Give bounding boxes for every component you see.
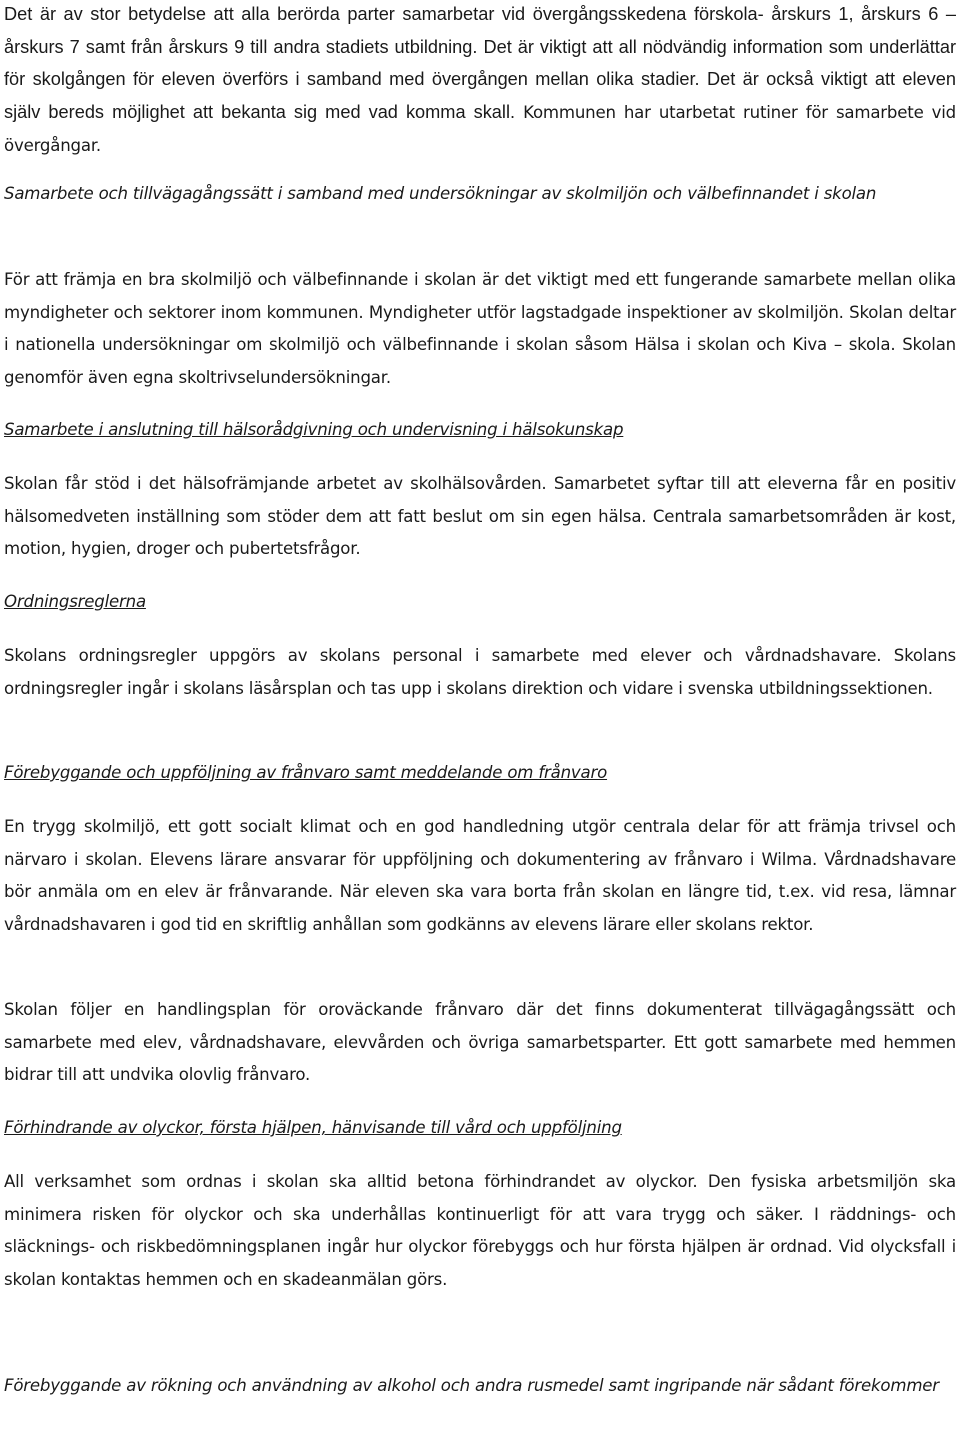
section-heading-substances: Förebyggande av rökning och användning av alkohol och andra rusmedel samt ingripande när sådant förekommer xyxy=(4,1376,939,1395)
intro-paragraph xyxy=(4,0,956,163)
intro-text-routines: Kommunen har utarbetat rutiner för samarbete vid övergångar. xyxy=(4,102,957,155)
section-heading-school-environment: Samarbete och tillvägagångssätt i samband med undersökningar av skolmiljön och välbefinnandet i skolan xyxy=(4,184,877,203)
section-heading-rules: Ordningsreglerna xyxy=(4,592,146,611)
intro-text: Det är av stor betydelse att alla berörda parter samarbetar vid övergångsskedena förskola- årskurs 1, årskurs 6 – årskurs 7 samt från årskurs 9 till andra stadiets utbildning. Det är viktigt att all nödvändig information som underlättar för skolgången för eleven överförs i samband med övergången mellan olika stadier. Det är också viktigt att eleven själv bereds möjlighet att bekanta sig med vad komma skall. xyxy=(4,4,956,122)
section-body-absence-2: Skolan följer en handlingsplan för oroväckande frånvaro där det finns dokumenterat tillvägagångssätt och samarbete med elev, vårdnadshavare, elevvården och övriga samarbetsparter. Ett gott samarbete med hemmen bidrar till att undvika olovlig frånvaro. xyxy=(4,1000,956,1085)
section-body-health-counselling: Skolan får stöd i det hälsofrämjande arbetet av skolhälsovården. Samarbetet syftar till att eleverna får en positiv hälsomedveten inställning som stöder dem att fatt beslut om sin egen hälsa. Centrala samarbetsområden är kost, motion, hygien, droger och pubertetsfrågor. xyxy=(4,474,956,559)
section-body-absence-1: En trygg skolmiljö, ett gott socialt klimat och en god handledning utgör centrala delar för att främja trivsel och närvaro i skolan. Elevens lärare ansvarar för uppföljning och dokumentering av frånvaro i Wilma. Vårdnadshavare bör anmäla om en elev är frånvarande. När eleven ska vara borta från skolan en längre tid, t.ex. vid resa, lämnar vårdnadshavaren i god tid en skriftlig anhållan som godkänns av elevens lärare eller skolans rektor. xyxy=(4,817,956,934)
section-body-school-environment: För att främja en bra skolmiljö och välbefinnande i skolan är det viktigt med ett fungerande samarbete mellan olika myndigheter och sektorer inom kommunen. Myndigheter utför lagstadgade inspektioner av skolmiljön. Skolan deltar i nationella undersökningar om skolmiljö och välbefinnande i skolan såsom Hälsa i skolan och Kiva – skola. Skolan genomför även egna skoltrivselundersökningar. xyxy=(4,270,956,387)
section-heading-absence: Förebyggande och uppföljning av frånvaro samt meddelande om frånvaro xyxy=(4,763,608,782)
section-body-rules: Skolans ordningsregler uppgörs av skolans personal i samarbete med elever och vårdnadshavare. Skolans ordningsregler ingår i skolans läsårsplan och tas upp i skolans direktion och vidare i svenska utbildningssektionen. xyxy=(4,646,956,698)
section-heading-accidents: Förhindrande av olyckor, första hjälpen, hänvisande till vård och uppföljning xyxy=(4,1118,622,1137)
section-body-accidents: All verksamhet som ordnas i skolan ska alltid betona förhindrandet av olyckor. Den fysiska arbetsmiljön ska minimera risken för olyckor och ska underhållas kontinuerligt för att vara trygg och säker. I räddnings- och släcknings- och riskbedömningsplanen ingår hur olyckor förebyggs och hur första hjälpen är ordnad. Vid olycksfall i skolan kontaktas hemmen och en skadeanmälan görs. xyxy=(4,1172,956,1289)
section-heading-health-counselling: Samarbete i anslutning till hälsorådgivning och undervisning i hälsokunskap xyxy=(4,420,624,439)
